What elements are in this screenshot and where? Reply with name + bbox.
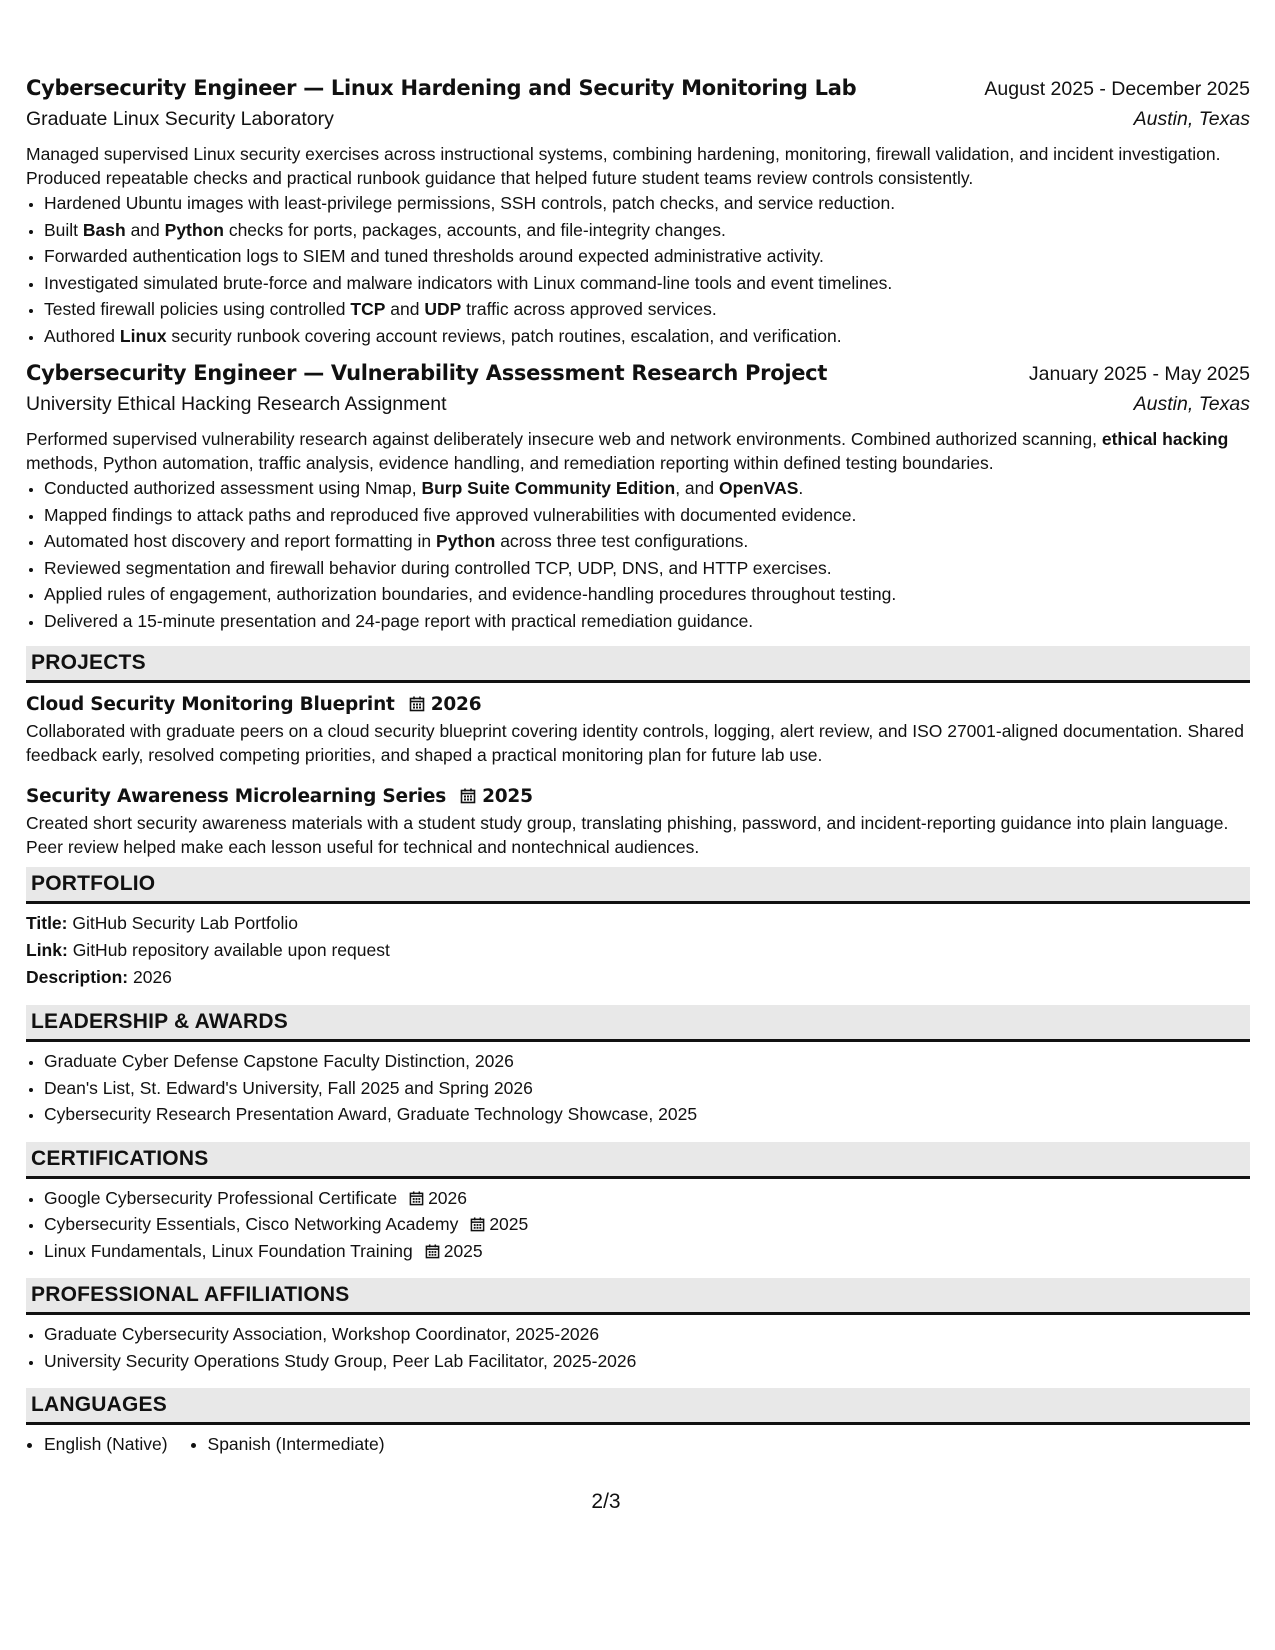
list-item: • Spanish (Intermediate) xyxy=(208,1431,385,1457)
section-heading: PROJECTS xyxy=(26,646,1250,683)
field-label: Link: xyxy=(26,940,68,960)
section-heading: LANGUAGES xyxy=(26,1388,1250,1425)
project-name: Cloud Security Monitoring Blueprint xyxy=(26,693,395,715)
affiliations-section xyxy=(26,1278,1250,1374)
cert-year: 2026 xyxy=(428,1187,468,1208)
project-description: Collaborated with graduate peers on a cloud security blueprint covering identity controls, logging, alert review, and ISO 27001-aligned documentation. Shared feedback early, resolved competing priorities, and shaped a practical monitoring plan for future lab use. xyxy=(26,721,1244,765)
list-item: • Graduate Cyber Defense Capstone Faculty Distinction, 2026 xyxy=(44,1048,1250,1075)
field-label: Description: xyxy=(26,967,129,987)
job-location: Austin, Texas xyxy=(1133,393,1250,415)
bullet-item: • Conducted authorized assessment using Nmap, Burp Suite Community Edition, and OpenVAS. xyxy=(44,475,1250,502)
portfolio-link-row xyxy=(26,937,1250,964)
bullet-item: • Mapped findings to attack paths and reproduced five approved vulnerabilities with documented evidence. xyxy=(44,502,1250,529)
cert-name: Linux Fundamentals, Linux Foundation Training xyxy=(44,1240,413,1261)
bullet-item: • Built Bash and Python checks for ports, packages, accounts, and file-integrity changes. xyxy=(44,217,1250,244)
affiliations-list xyxy=(26,1321,1250,1374)
calendar-icon xyxy=(460,788,476,804)
job-organization: Graduate Linux Security Laboratory xyxy=(26,108,334,130)
job-bullets xyxy=(26,475,1250,634)
section-heading: LEADERSHIP & AWARDS xyxy=(26,1005,1250,1042)
project-year: 2025 xyxy=(482,785,533,807)
bullet-item: • Delivered a 15-minute presentation and 24-page report with practical remediation guidance. xyxy=(44,608,1250,635)
languages-section xyxy=(26,1388,1250,1457)
languages-list xyxy=(26,1431,1250,1457)
bullet-item: • Automated host discovery and report formatting in Python across three test configurations. xyxy=(44,528,1250,555)
section-heading: CERTIFICATIONS xyxy=(26,1142,1250,1179)
calendar-icon xyxy=(425,1244,440,1259)
calendar-icon xyxy=(409,1191,424,1206)
cert-year: 2025 xyxy=(489,1214,529,1234)
section-heading: PORTFOLIO xyxy=(26,867,1250,904)
field-label: Title: xyxy=(26,913,68,933)
bullet-item: • Authored Linux security runbook covering account reviews, patch routines, escalation, and verification. xyxy=(44,323,1250,350)
job-title: Cybersecurity Engineer — Vulnerability Assessment Research Project xyxy=(26,361,828,385)
list-item: • Dean's List, St. Edward's University, Fall 2025 and Spring 2026 xyxy=(44,1075,1250,1102)
bullet-item: • Applied rules of engagement, authorization boundaries, and evidence-handling procedures throughout testing. xyxy=(44,581,1250,608)
resume-page xyxy=(26,76,1250,1457)
project-title xyxy=(26,689,1250,719)
cert-name: Google Cybersecurity Professional Certificate xyxy=(44,1187,398,1208)
project-title xyxy=(26,781,1250,811)
portfolio-link: GitHub repository available upon request xyxy=(72,940,390,960)
list-item xyxy=(44,1238,1250,1265)
list-item: • University Security Operations Study Group, Peer Lab Facilitator, 2025-2026 xyxy=(44,1348,1250,1375)
leadership-list xyxy=(26,1048,1250,1128)
project-year: 2026 xyxy=(430,693,482,715)
certifications-section xyxy=(26,1142,1250,1265)
list-item xyxy=(44,1185,1250,1212)
portfolio-description: 2026 xyxy=(132,967,172,987)
job-location: Austin, Texas xyxy=(1133,108,1250,130)
list-item: • Graduate Cybersecurity Association, Workshop Coordinator, 2025-2026 xyxy=(44,1321,1250,1348)
bullet-item: • Hardened Ubuntu images with least-privilege permissions, SSH controls, patch checks, and service reduction. xyxy=(44,190,1250,217)
bullet-item: • Reviewed segmentation and firewall behavior during controlled TCP, UDP, DNS, and HTTP exercises. xyxy=(44,555,1250,582)
job-organization: University Ethical Hacking Research Assignment xyxy=(26,393,447,415)
job-title: Cybersecurity Engineer — Linux Hardening and Security Monitoring Lab xyxy=(26,76,857,100)
section-heading: PROFESSIONAL AFFILIATIONS xyxy=(26,1278,1250,1315)
portfolio-title-row xyxy=(26,910,1250,937)
job-dates: January 2025 - May 2025 xyxy=(1028,363,1250,385)
list-item: • English (Native) xyxy=(44,1431,168,1457)
certifications-list xyxy=(26,1185,1250,1265)
job-description: Managed supervised Linux security exercises across instructional systems, combining hardening, monitoring, firewall validation, and incident investigation. Produced repeatable checks and practical runbook guidance that helped future student teams review controls consistently. xyxy=(26,144,1221,188)
bullet-item: • Forwarded authentication logs to SIEM and tuned thresholds around expected administrative activity. xyxy=(44,243,1250,270)
project-description: Created short security awareness materials with a student study group, translating phishing, password, and incident-reporting guidance into plain language. Peer review helped make each lesson useful for technical and nontechnical audiences. xyxy=(26,813,1229,857)
cert-year: 2025 xyxy=(443,1240,483,1261)
calendar-icon xyxy=(470,1217,485,1232)
portfolio-section xyxy=(26,867,1250,991)
cert-name: Cybersecurity Essentials, Cisco Networking Academy xyxy=(44,1214,459,1234)
portfolio-title: GitHub Security Lab Portfolio xyxy=(72,913,299,933)
bullet-item: • Tested firewall policies using controlled TCP and UDP traffic across approved services. xyxy=(44,296,1250,323)
portfolio-description-row xyxy=(26,964,1250,991)
page-number: 2/3 xyxy=(591,1490,621,1513)
experience-entry xyxy=(26,76,1250,349)
job-dates: August 2025 - December 2025 xyxy=(984,78,1250,100)
project-name: Security Awareness Microlearning Series xyxy=(26,785,447,807)
job-description: Performed supervised vulnerability research against deliberately insecure web and network environments. Combined authorized scanning, ethical hacking methods, Python automation, traffic analysis, evidence handling, and remediation reporting within defined testing boundaries. xyxy=(26,429,1229,473)
list-item: • Cybersecurity Research Presentation Award, Graduate Technology Showcase, 2025 xyxy=(44,1101,1250,1128)
calendar-icon xyxy=(409,696,425,712)
projects-section xyxy=(26,646,1250,859)
job-bullets xyxy=(26,190,1250,349)
list-item xyxy=(44,1211,1250,1238)
bullet-item: • Investigated simulated brute-force and malware indicators with Linux command-line tools and event timelines. xyxy=(44,270,1250,297)
experience-entry xyxy=(26,361,1250,634)
leadership-section xyxy=(26,1005,1250,1128)
